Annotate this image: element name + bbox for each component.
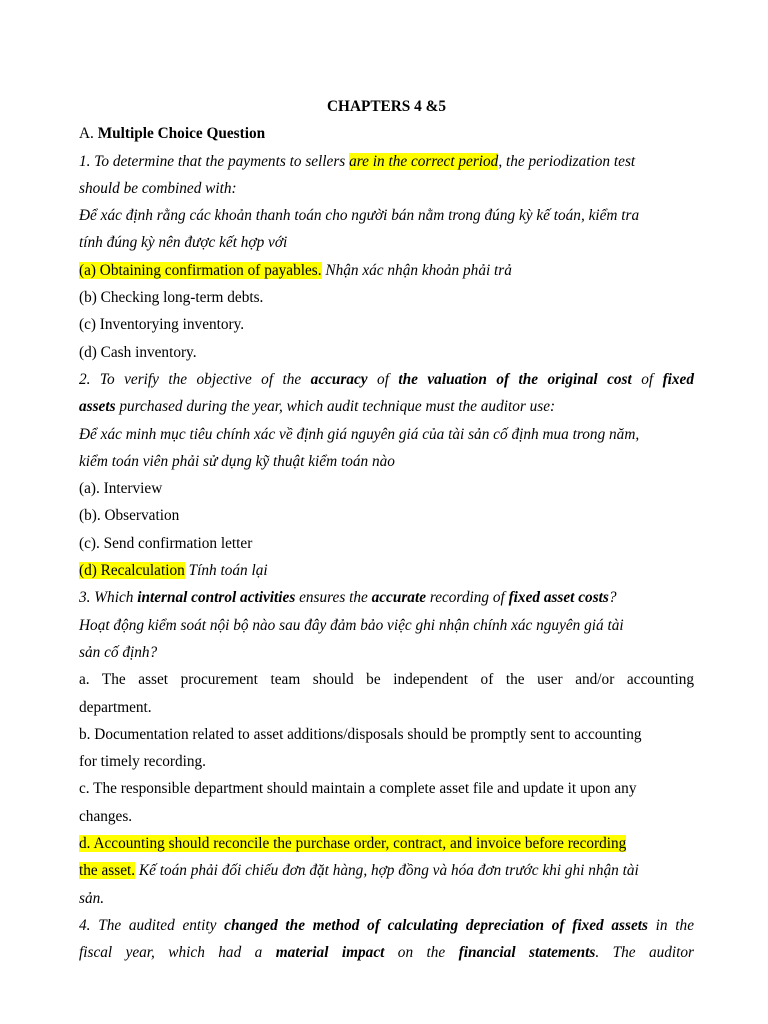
question-1-translation-2: tính đúng kỳ nên được kết hợp với: [79, 234, 288, 252]
question-1-line-1: 1. To determine that the payments to sellers are in the correct period, the periodization test: [79, 152, 636, 170]
highlight: (d) Recalculation: [79, 562, 185, 580]
question-2-line-2: assets purchased during the year, which audit technique must the auditor use:: [79, 398, 556, 416]
question-3-option-c-line-2: changes.: [79, 807, 133, 825]
question-2-translation-1: Để xác minh mục tiêu chính xác về định giá nguyên giá của tài sản cố định mua trong năm,: [79, 425, 640, 443]
question-2-option-a: (a). Interview: [79, 480, 163, 498]
question-3-option-b-line-1: b. Documentation related to asset additions/disposals should be promptly sent to accounting: [79, 725, 642, 743]
highlight: are in the correct period: [349, 152, 499, 170]
question-3-line-1: 3. Which internal control activities ensures the accurate recording of fixed asset costs?: [79, 589, 617, 607]
question-3-option-d-line-3: sản.: [79, 889, 105, 907]
question-3-option-d-line-1: [79, 830, 694, 857]
question-1-line-2: should be combined with:: [79, 179, 237, 197]
question-3-option-b-line-2: for timely recording.: [79, 753, 207, 771]
question-3-option-a-line-1: a. The asset procurement team should be independent of the user and/or accounting: [79, 671, 694, 689]
document-body: [79, 93, 694, 967]
highlight: d. Accounting should reconcile the purchase order, contract, and invoice before recording: [79, 835, 627, 853]
question-4-line-1: 4. The audited entity changed the method of calculating depreciation of fixed assets in the: [79, 916, 694, 934]
question-1-option-b: (b) Checking long-term debts.: [79, 289, 264, 307]
question-1-translation-1: Để xác định rằng các khoản thanh toán cho người bán nằm trong đúng kỳ kế toán, kiểm tra: [79, 207, 640, 225]
question-3-option-d-line-2: the asset. Kế toán phải đối chiếu đơn đặt hàng, hợp đồng và hóa đơn trước khi ghi nhận tài: [79, 862, 639, 880]
question-1-option-d: (d) Cash inventory.: [79, 343, 197, 361]
question-4-line-2: fiscal year, which had a material impact on the financial statements. The auditor: [79, 944, 694, 962]
highlight: the asset.: [79, 862, 136, 880]
question-2-option-d: (d) Recalculation Tính toán lại: [79, 562, 268, 580]
section-heading: A. Multiple Choice Question: [79, 125, 266, 143]
page-title: CHAPTERS 4 &5: [327, 98, 446, 115]
question-2-option-b: (b). Observation: [79, 507, 180, 525]
question-2-translation-2: kiểm toán viên phải sử dụng kỹ thuật kiểm toán nào: [79, 452, 395, 470]
question-3-option-c-line-1: c. The responsible department should maintain a complete asset file and update it upon any: [79, 780, 637, 798]
highlight: (a) Obtaining confirmation of payables.: [79, 261, 322, 279]
question-1-option-c: (c) Inventorying inventory.: [79, 316, 245, 334]
question-2-line-1: 2. To verify the objective of the accuracy of the valuation of the original cost of fixed: [79, 370, 694, 388]
question-3-translation-1: Hoạt động kiểm soát nội bộ nào sau đây đảm bảo việc ghi nhận chính xác nguyên giá tài: [79, 616, 624, 634]
question-3-translation-2: sản cố định?: [79, 643, 158, 661]
question-2-option-c: (c). Send confirmation letter: [79, 534, 253, 552]
question-3-option-a-line-2: department.: [79, 698, 152, 716]
question-1-option-a: (a) Obtaining confirmation of payables. Nhận xác nhận khoản phải trả: [79, 261, 512, 279]
